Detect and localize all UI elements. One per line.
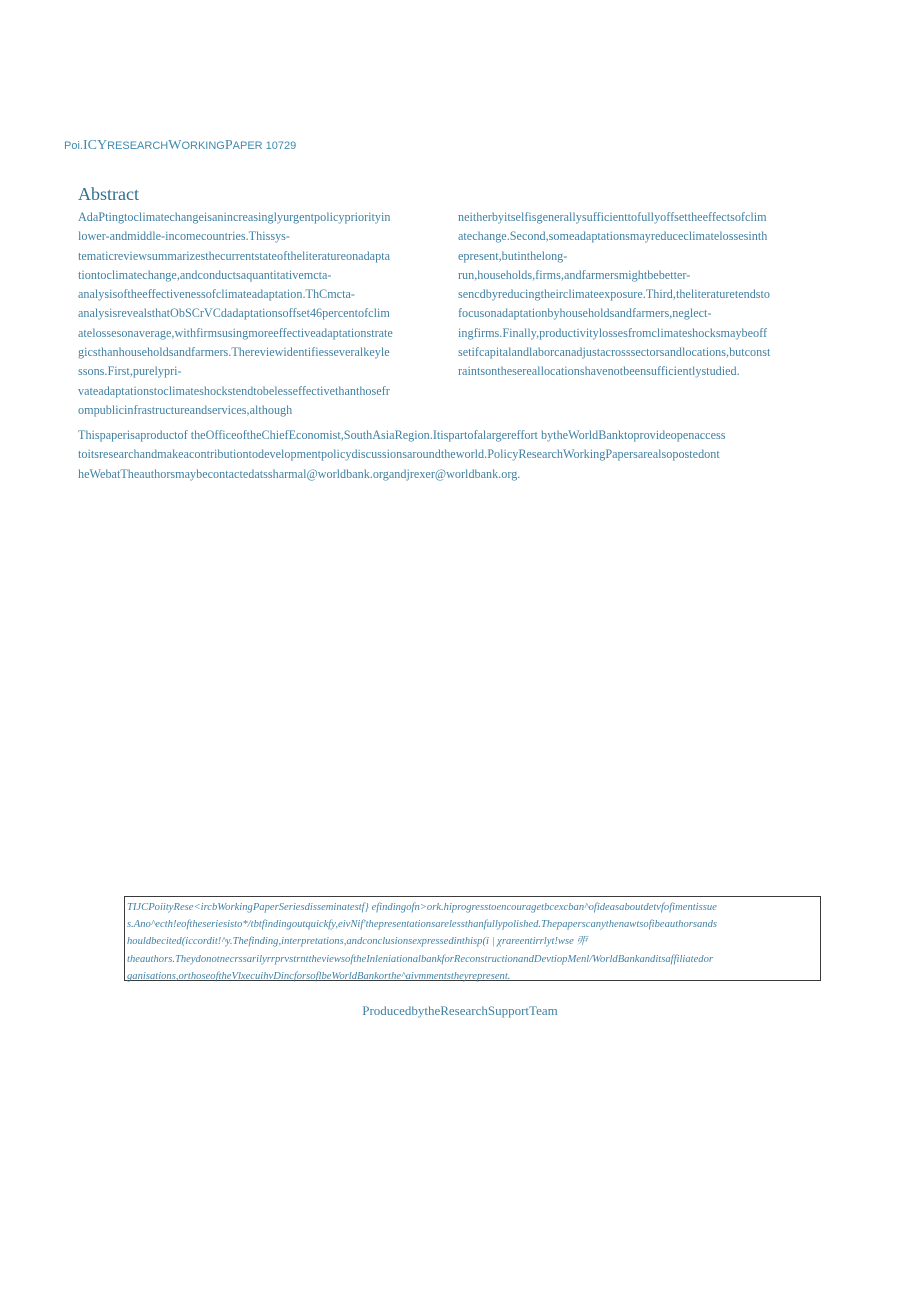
note-line: Thispaperisaproductof theOfficeoftheChiefEconomist,SouthAsiaRegion.Itispartofalargereffort bytheWorldBanktoprovideopenaccess [78,428,726,442]
note-line: toitsresearchandmakeacontributiontodevelopmentpolicydiscussionsaroundtheworld.PolicyResearchWorkingPapersarealsopostedont [78,447,720,462]
note-line: heWebatTheauthorsmaybecontactedatssharmal@worldbank.organdjrexer@worldbank.org. [78,466,521,481]
series-orking: ORKING [181,140,225,152]
abstract-line: analysisrevealsthatObSCrVCdadaptationsoffset46percentofclim [78,306,390,321]
abstract-line: gicsthanhouseholdsandfarmers.Thereviewidentifiesseveralkeyle [78,345,390,360]
abstract-line: focusonadaptationbyhouseholdsandfarmers,neglect- [458,306,712,321]
abstract-line: analysisoftheeffectivenessofclimateadaptation.ThCmcta- [78,287,355,302]
abstract-line: vateadaptationstoclimateshockstendtobelesseffectivethanthosefr [78,383,390,398]
abstract-title: Abstract [78,184,139,204]
abstract-line: run,households,firms,andfarmersmightbebetter- [458,267,691,282]
abstract-left-column [78,208,438,420]
abstract-line: neitherbyitselfisgenerallysufficienttofullyoffsettheeffectsofclim [458,210,767,224]
disclaimer-box [124,896,821,981]
series-header [64,138,296,154]
series-research: RESEARCH [107,140,169,152]
abstract-line: epresent,butinthelong- [458,248,568,263]
abstract-line: lower-andmiddle-incomecountries.Thissys- [78,229,290,244]
abstract-line: ingfirms.Finally,productivitylossesfromclimateshocksmaybeoff [458,325,768,340]
abstract-right-column [458,208,818,382]
series-paper-number: APER 10729 [232,140,297,152]
series-icy: ICY [82,138,108,153]
series-p: P [224,138,233,153]
abstract-line: tiontoclimatechange,andconductsaquantitativemcta- [78,267,332,282]
series-prefix: Poi. [64,140,83,152]
paper-note [78,426,823,484]
disclaimer-line: theauthors.TheydonotnecrssarilyrrprvstrnttheviewsoftheInleniationalbankforReconstructionandDevtiopMenl/WorldBankanditsaffiliatedor [127,953,714,965]
disclaimer-line: TIJCPoiityRese<ircbWorkingPaperSeriesdisseminatestf} efindingofn>ork.hiprogresstoencouragetbcexcban^ofideasaboutdetvfofimentissue [127,902,717,913]
produced-by: ProducedbytheResearchSupportTeam [362,1003,558,1018]
disclaimer-line: ganisations,orthoseoftheVlxecuihvDincforsoflbeWorldBankorthe^aivmmentstheyrepresent. [127,970,511,982]
abstract-line: tematicreviewsummarizesthecurrentstateoftheliteratureonadapta [78,248,390,263]
abstract-line: raintsonthesereallocationshavenotbeensufficientlystudied. [458,364,740,379]
abstract-line: AdaPtingtoclimatechangeisanincreasinglyurgentpolicypriorityin [78,210,391,224]
abstract-line: atelossesonaverage,withfirmsusingmoreeffectiveadaptationstrate [78,325,393,340]
disclaimer-line: s.Ano^ecth!eoftheseriesisto*/tbtfindingoutquickfy,eivNif'thepresentationsarelessthanfullypolished.Thepaperscanythenawtsofibeauthorsands [127,919,718,931]
abstract-line: ssons.First,purelypri- [78,364,182,379]
series-w: W [168,138,182,153]
disclaimer-line: houldbecited(iccordit!^y.Thefinding,interpretations,andconclusionsexpressedinthisp(i | χrareentirrlyt!wse 戼 [127,936,588,948]
abstract-line: atechange.Second,someadaptationsmayreduceclimatelossesinth [458,229,768,244]
abstract-line: setifcapitalandlaborcanadjustacrosssectorsandlocations,butconst [458,345,771,360]
abstract-line: ompublicinfrastructureandservices,although [78,402,293,417]
abstract-line: sencdbyreducingtheirclimateexposure.Third,theliteraturetendsto [458,287,771,302]
